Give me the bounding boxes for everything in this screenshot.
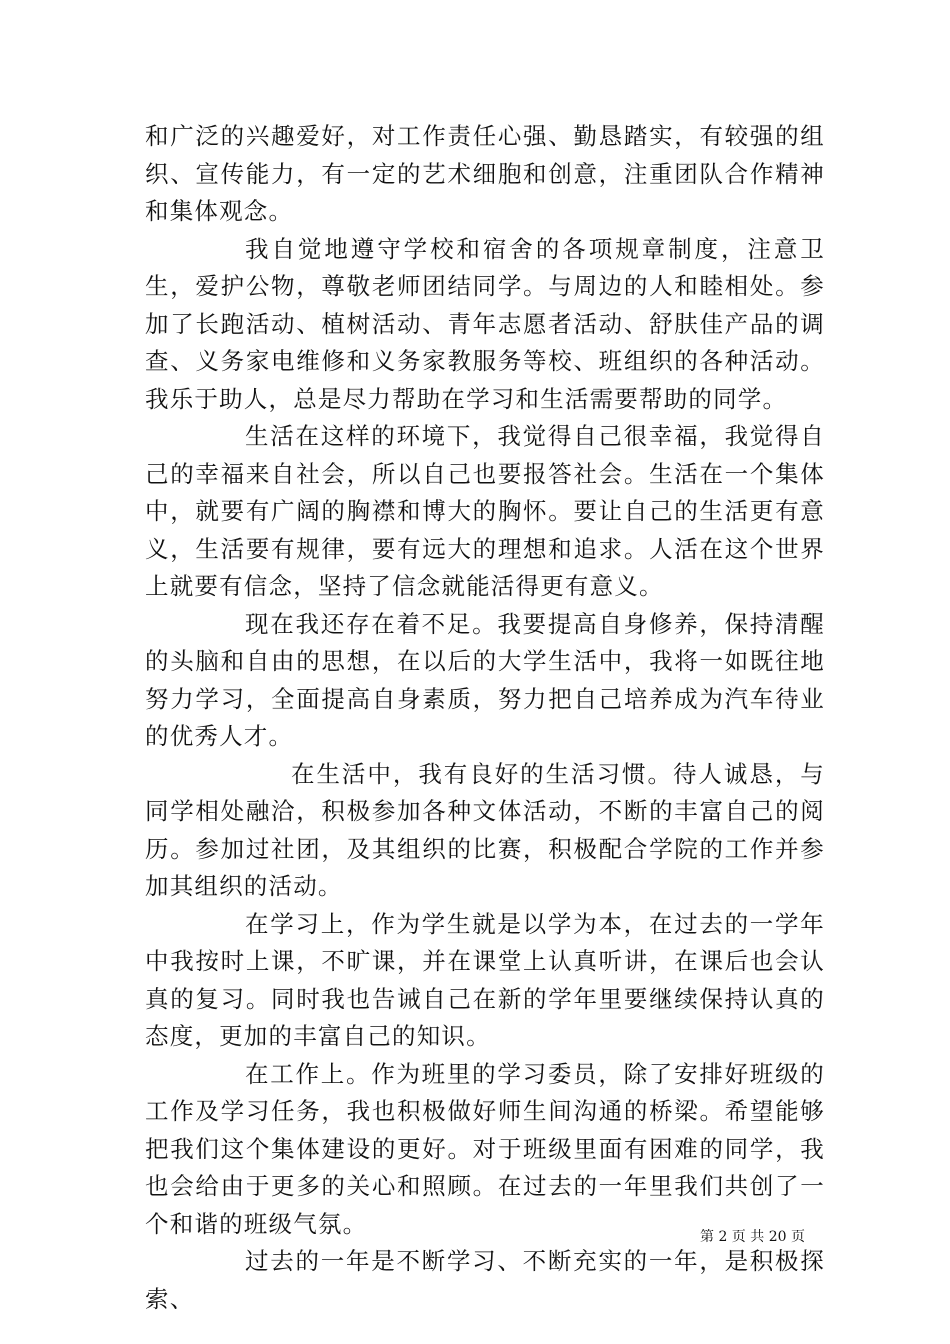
paragraph-6: 在学习上，作为学生就是以学为本，在过去的一学年中我按时上课，不旷课，并在课堂上认真听讲，在课后也会认真的复习。同时我也告诫自己在新的学年里要继续保持认真的态度，更加的丰富自己的知识。 bbox=[145, 909, 825, 1050]
paragraph-2: 我自觉地遵守学校和宿舍的各项规章制度，注意卫生，爱护公物，尊敬老师团结同学。与周边的人和睦相处。参加了长跑活动、植树活动、青年志愿者活动、舒肤佳产品的调查、义务家电维修和义务家教服务等校、班组织的各种活动。我乐于助人，总是尽力帮助在学习和生活需要帮助的同学。 bbox=[145, 234, 825, 413]
paragraph-3: 生活在这样的环境下，我觉得自己很幸福，我觉得自己的幸福来自社会，所以自己也要报答社会。生活在一个集体中，就要有广阔的胸襟和博大的胸怀。要让自己的生活更有意义，生活要有规律，要有远大的理想和追求。人活在这个世界上就要有信念，坚持了信念就能活得更有意义。 bbox=[145, 422, 825, 600]
paragraph-8: 过去的一年是不断学习、不断充实的一年，是积极探索、 bbox=[145, 1247, 825, 1313]
paragraph-5: 在生活中，我有良好的生活习惯。待人诚恳，与同学相处融洽，积极参加各种文体活动，不断的丰富自己的阅历。参加过社团，及其组织的比赛，积极配合学院的工作并参加其组织的活动。 bbox=[145, 759, 825, 900]
document-body bbox=[145, 118, 825, 1318]
paragraph-1: 和广泛的兴趣爱好，对工作责任心强、勤恳踏实，有较强的组织、宣传能力，有一定的艺术细胞和创意，注重团队合作精神和集体观念。 bbox=[145, 122, 825, 225]
paragraph-4: 现在我还存在着不足。我要提高自身修养，保持清醒的头脑和自由的思想，在以后的大学生活中，我将一如既往地努力学习，全面提高自身素质，努力把自己培养成为汽车待业的优秀人才。 bbox=[145, 609, 825, 750]
paragraph-7: 在工作上。作为班里的学习委员，除了安排好班级的工作及学习任务，我也积极做好师生间沟通的桥梁。希望能够把我们这个集体建设的更好。对于班级里面有困难的同学，我也会给由于更多的关心和照顾。在过去的一年里我们共创了一个和谐的班级气氛。 bbox=[145, 1059, 825, 1238]
page-number-footer: 第 2 页 共 20 页 bbox=[700, 1229, 805, 1245]
